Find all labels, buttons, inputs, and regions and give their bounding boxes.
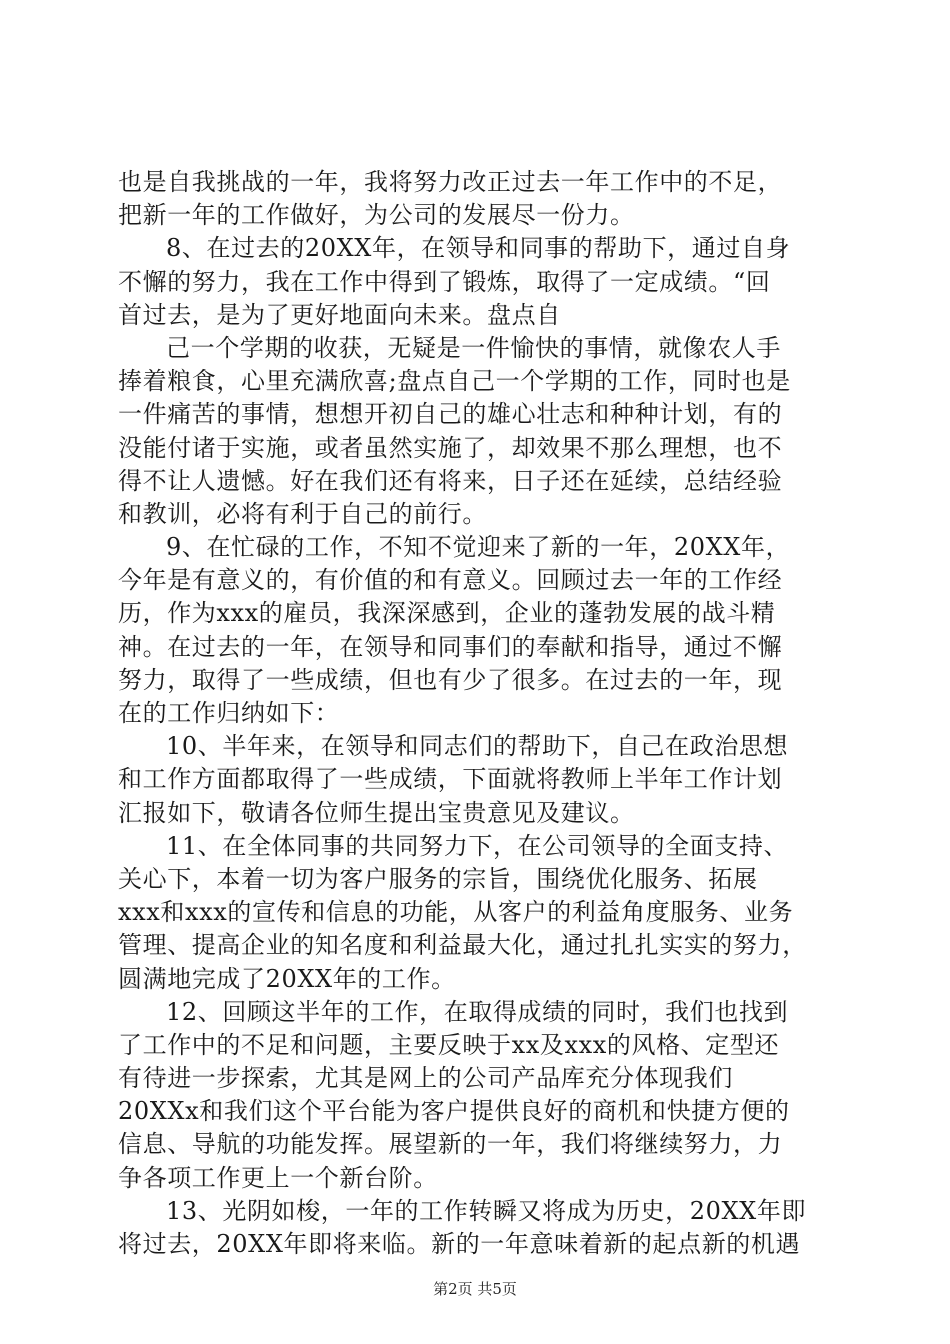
text-line: 得不让人遗憾。好在我们还有将来，日子还在延续，总结经验 [118, 466, 783, 495]
text-line: 争各项工作更上一个新台阶。 [118, 1163, 438, 1192]
text-line: 将过去，20XX年即将来临。新的一年意味着新的起点新的机遇 [118, 1230, 801, 1258]
text-line: 今年是有意义的，有价值的和有意义。回顾过去一年的工作经 [118, 566, 783, 595]
text-line: 汇报如下，敬请各位师生提出宝贵意见及建议。 [118, 798, 635, 827]
text-line: 神。在过去的一年，在领导和同事们的奉献和指导，通过不懈 [118, 632, 783, 661]
text-line: 关心下，本着一切为客户服务的宗旨，围绕优化服务、拓展 [118, 864, 758, 893]
text-line: 历，作为xxx的雇员，我深深感到，企业的蓬勃发展的战斗精 [118, 599, 776, 628]
text-line: 把新一年的工作做好，为公司的发展尽一份力。 [118, 201, 635, 230]
text-line: 9、在忙碌的工作，不知不觉迎来了新的一年，20XX年， [166, 533, 791, 562]
text-line: 圆满地完成了20XX年的工作。 [118, 964, 456, 993]
text-line: 没能付诸于实施，或者虽然实施了，却效果不那么理想，也不 [118, 433, 783, 462]
text-line: 首过去，是为了更好地面向未来。盘点自 [118, 300, 561, 329]
text-line: 也是自我挑战的一年，我将努力改正过去一年工作中的不足， [118, 168, 783, 196]
text-line: 有待进一步探索，尤其是网上的公司产品库充分体现我们 [118, 1064, 733, 1093]
text-line: 努力，取得了一些成绩，但也有少了很多。在过去的一年，现 [118, 665, 783, 694]
text-line: 在的工作归纳如下： [118, 699, 340, 727]
text-line: 管理、提高企业的知名度和利益最大化，通过扎扎实实的努力， [118, 931, 807, 960]
text-line: 12、回顾这半年的工作，在取得成绩的同时，我们也找到 [166, 997, 789, 1026]
text-line: 8、在过去的20XX年，在领导和同事的帮助下，通过自身 [166, 234, 791, 263]
text-line: xxx和xxx的宣传和信息的功能，从客户的利益角度服务、业务 [118, 898, 794, 927]
text-line: 10、半年来，在领导和同志们的帮助下，自己在政治思想 [166, 732, 789, 761]
document-body [118, 166, 838, 1261]
text-line: 20XXx和我们这个平台能为客户提供良好的商机和快捷方便的 [118, 1097, 790, 1126]
text-line: 和教训，必将有利于自己的前行。 [118, 499, 487, 528]
text-line: 了工作中的不足和问题，主要反映于xx及xxx的风格、定型还 [118, 1030, 780, 1059]
text-line: 11、在全体同事的共同努力下，在公司领导的全面支持、 [166, 831, 789, 860]
text-line: 一件痛苦的事情，想想开初自己的雄心壮志和种种计划，有的 [118, 400, 783, 429]
text-line: 13、光阴如梭，一年的工作转瞬又将成为历史，20XX年即 [166, 1196, 807, 1225]
text-line: 己一个学期的收获，无疑是一件愉快的事情，就像农人手 [166, 333, 781, 362]
text-line: 捧着粮食，心里充满欣喜;盘点自己一个学期的工作，同时也是 [118, 367, 791, 396]
page-footer: 第2页 共5页 [433, 1280, 517, 1298]
text-line: 和工作方面都取得了一些成绩，下面就将教师上半年工作计划 [118, 765, 783, 794]
text-line: 信息、导航的功能发挥。展望新的一年，我们将继续努力，力 [118, 1130, 783, 1159]
text-line: 不懈的努力，我在工作中得到了锻炼，取得了一定成绩。“回 [118, 267, 771, 296]
